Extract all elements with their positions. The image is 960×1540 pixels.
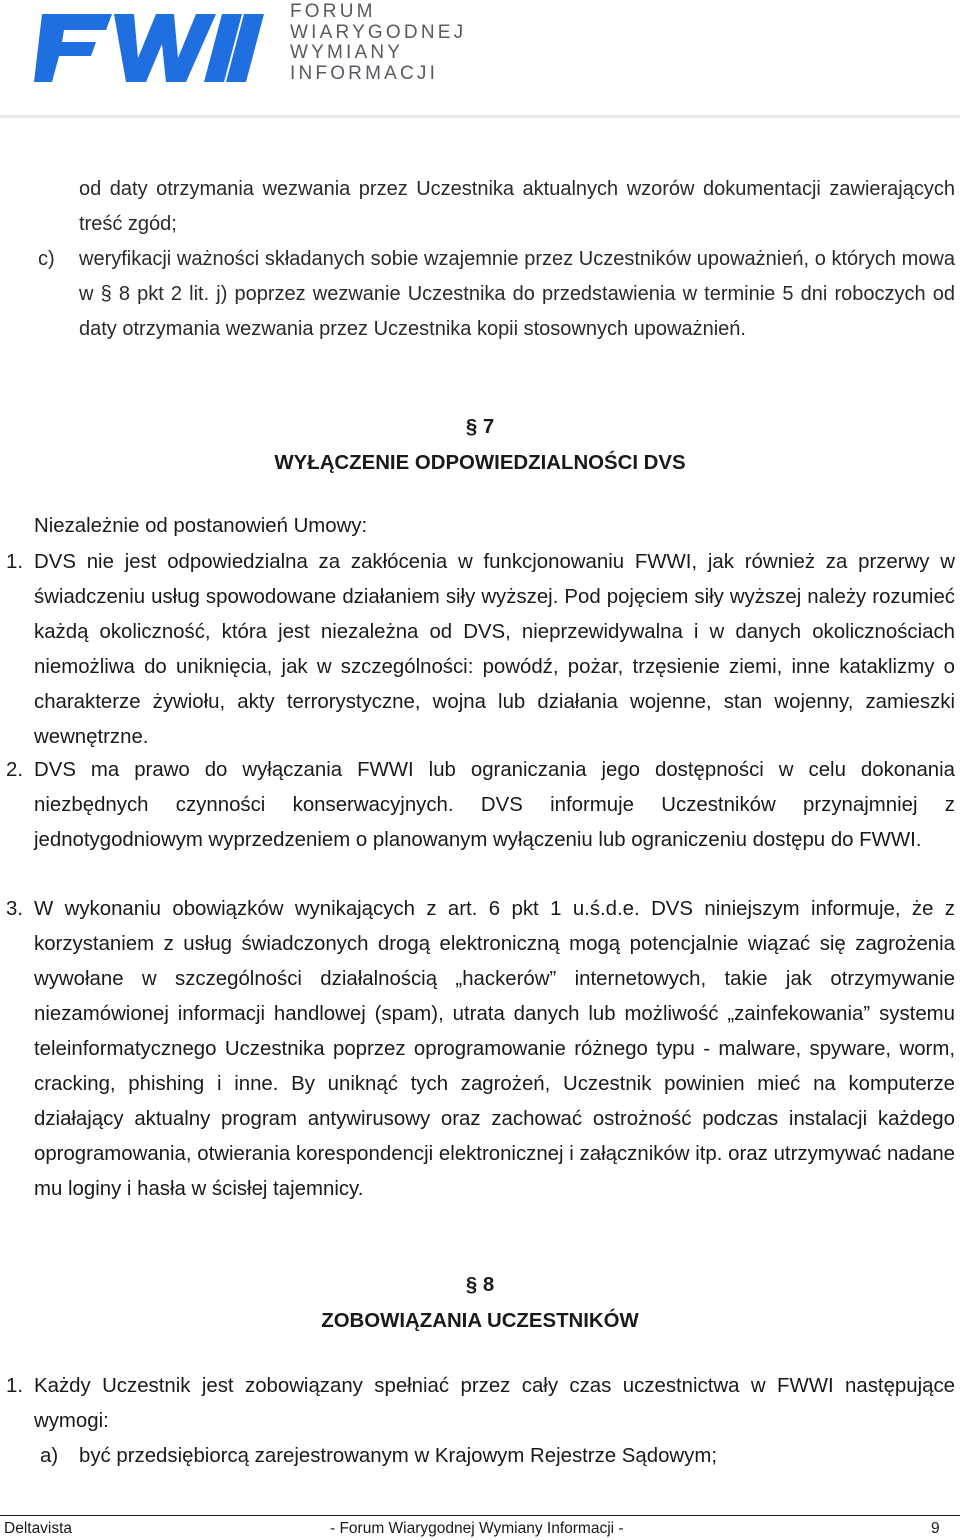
s8-item-1-number: 1. [6,1375,24,1397]
s7-item-3-text: W wykonaniu obowiązków wynikających z art. 6 pkt 1 u.ś.d.e. DVS niniejszym informuje, że z korzystaniem z usług świadczonych drogą elektroniczną mogą potencjalnie wiązać się zagrożenia wywołane w szczególności działalnością „hackerów” internetowych, takie jak otrzymywanie niezamówionej informacji handlowej (spam), utrata danych lub możliwość „zainfekowania” systemu teleinformatycznego Uczestnika poprzez oprogramowanie różnego typu - malware, spyware, worm, cracking, phishing i inne. By uniknąć tych zagrożeń, Uczestnik powinien mieć na komputerze działający aktualny program antywirusowy oraz zachować ostrożność podczas instalacji każdego oprogramowania, otwierania korespondencji elektronicznej i załączników itp. oraz utrzymywać nadane mu loginy i hasła w ścisłej tajemnicy. [34,898,955,1200]
footer-left: Deltavista [4,1520,73,1537]
s7-item-2-number: 2. [6,759,24,781]
section-8-title: ZOBOWIĄZANIA UCZESTNIKÓW [321,1310,639,1332]
s8-item-1-text: Każdy Uczestnik jest zobowiązany spełniać przez cały czas uczestnictwa w FWWI następujące wymogi: [34,1375,955,1432]
s7-item-1-text: DVS nie jest odpowiedzialna za zakłócenia w funkcjonowaniu FWWI, jak również za przerwy w świadczeniu usług spowodowane działaniem siły wyższej. Pod pojęciem siły wyższej należy rozumieć każdą okoliczność, która jest niezależna od DVS, nieprzewidywalna i w danych okolicznościach niemożliwa do uniknięcia, jak w szczególności: powódź, pożar, trzęsienie ziemi, inne kataklizmy o charakterze żywiołu, akty terrorystyczne, wojna lub działania wojenne, stan wojenny, zamieszki wewnętrzne. [34,551,955,748]
s7-item-1-number: 1. [6,551,24,573]
logo-line-1: FORUM [290,1,376,22]
item-c-text: weryfikacji ważności składanych sobie wzajemnie przez Uczestników upoważnień, o których mowa w § 8 pkt 2 lit. j) poprzez wezwanie Uczestnika do przedstawienia w terminie 5 dni roboczych od daty otrzymania wezwania przez Uczestnika kopii stosownych upoważnień. [79,248,955,340]
s7-item-3-number: 3. [6,898,24,920]
page-header [0,0,960,118]
s8-subitem-a-label: a) [40,1445,59,1467]
s8-subitem-a-text: być przedsiębiorcą zarejestrowanym w Krajowym Rejestrze Sądowym; [79,1445,717,1467]
section-7-number: § 7 [465,416,495,438]
logo-line-2: WIARYGODNEJ [290,21,467,43]
section-8-number: § 8 [465,1274,495,1296]
s7-item-2-text: DVS ma prawo do wyłączania FWWI lub ograniczania jego dostępności w celu dokonania niezbędnych czynności konserwacyjnych. DVS informuje Uczestników przynajmniej z jednotygodniowym wyprzedzeniem o planowanym wyłączeniu lub ograniczeniu dostępu do FWWI. [34,759,955,851]
continuation-paragraph: od daty otrzymania wezwania przez Uczestnika aktualnych wzorów dokumentacji zawierających treść zgód; [79,178,955,235]
logo-wordmark [290,2,466,84]
page-number: 9 [931,1520,940,1537]
footer-divider [0,1515,960,1516]
fwi-logo-icon [34,6,284,86]
header-divider [0,115,960,118]
logo-line-4: INFORMACJI [290,62,439,84]
logo-line-3: WYMIANY [290,42,404,63]
section-7-title: WYŁĄCZENIE ODPOWIEDZIALNOŚCI DVS [274,452,686,474]
footer-center: - Forum Wiarygodnej Wymiany Informacji - [330,1520,624,1537]
item-c-label: c) [38,248,55,270]
section-7-intro: Niezależnie od postanowień Umowy: [34,515,368,537]
